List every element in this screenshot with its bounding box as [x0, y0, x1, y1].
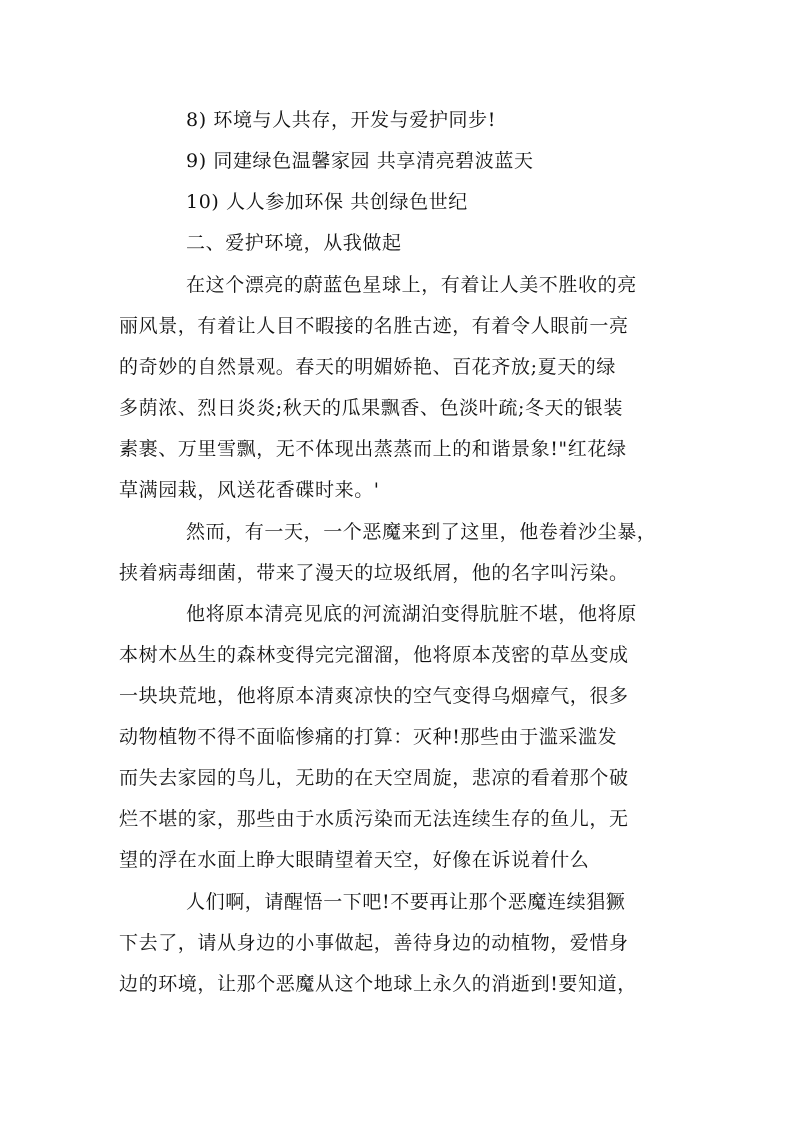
- paragraph-4-line: 下去了，请从身边的小事做起，善待身边的动植物，爱惜身: [119, 932, 629, 954]
- paragraph-4-line: 边的环境，让那个恶魔从这个地球上永久的消逝到!要知道，: [119, 973, 637, 995]
- paragraph-1-line: 在这个漂亮的蔚蓝色星球上，有着让人美不胜收的亮: [186, 274, 637, 296]
- paragraph-1-line: 多荫浓、烈日炎炎;秋天的瓜果飘香、色淡叶疏;冬天的银装: [119, 397, 624, 419]
- paragraph-3-line: 烂不堪的家，那些由于水质污染而无法连续生存的鱼儿，无: [119, 808, 629, 830]
- list-item-10: 10) 人人参加环保 共创绿色世纪: [186, 191, 468, 213]
- paragraph-2-line: 挟着病毒细菌，带来了漫天的垃圾纸屑，他的名字叫污染。: [119, 562, 629, 584]
- paragraph-4-line: 人们啊，请醒悟一下吧!不要再让那个恶魔连续猖獗: [186, 891, 626, 913]
- paragraph-1-line: 素裹、万里雪飘，无不体现出蒸蒸而上的和谐景象!"红花绿: [119, 438, 627, 460]
- list-item-9: 9) 同建绿色温馨家园 共享清亮碧波蓝天: [186, 150, 534, 172]
- paragraph-1-line: 的奇妙的自然景观。春天的明媚娇艳、百花齐放;夏天的绿: [119, 356, 617, 378]
- paragraph-3-line: 一块块荒地，他将原本清爽凉快的空气变得乌烟瘴气，很多: [119, 685, 629, 707]
- paragraph-3-line: 本树木丛生的森林变得完完溜溜，他将原本茂密的草丛变成: [119, 644, 629, 666]
- paragraph-3-line: 动物植物不得不面临惨痛的打算：灭种!那些由于滥采滥发: [119, 726, 618, 748]
- paragraph-1-line: 草满园栽，风送花香碟时来。': [119, 479, 380, 501]
- paragraph-3-line: 而失去家园的鸟儿，无助的在天空周旋，悲凉的看着那个破: [119, 767, 629, 789]
- paragraph-3-line: 望的浮在水面上睁大眼睛望着天空，好像在诉说着什么: [119, 849, 590, 871]
- paragraph-2-line: 然而，有一天，一个恶魔来到了这里，他卷着沙尘暴，: [186, 521, 657, 543]
- list-item-8: 8) 环境与人共存，开发与爱护同步!: [186, 109, 496, 131]
- paragraph-1-line: 丽风景，有着让人目不暇接的名胜古迹，有着令人眼前一亮: [119, 315, 629, 337]
- paragraph-3-line: 他将原本清亮见底的河流湖泊变得肮脏不堪，他将原: [186, 603, 637, 625]
- section-heading: 二、爱护环境，从我做起: [186, 232, 402, 254]
